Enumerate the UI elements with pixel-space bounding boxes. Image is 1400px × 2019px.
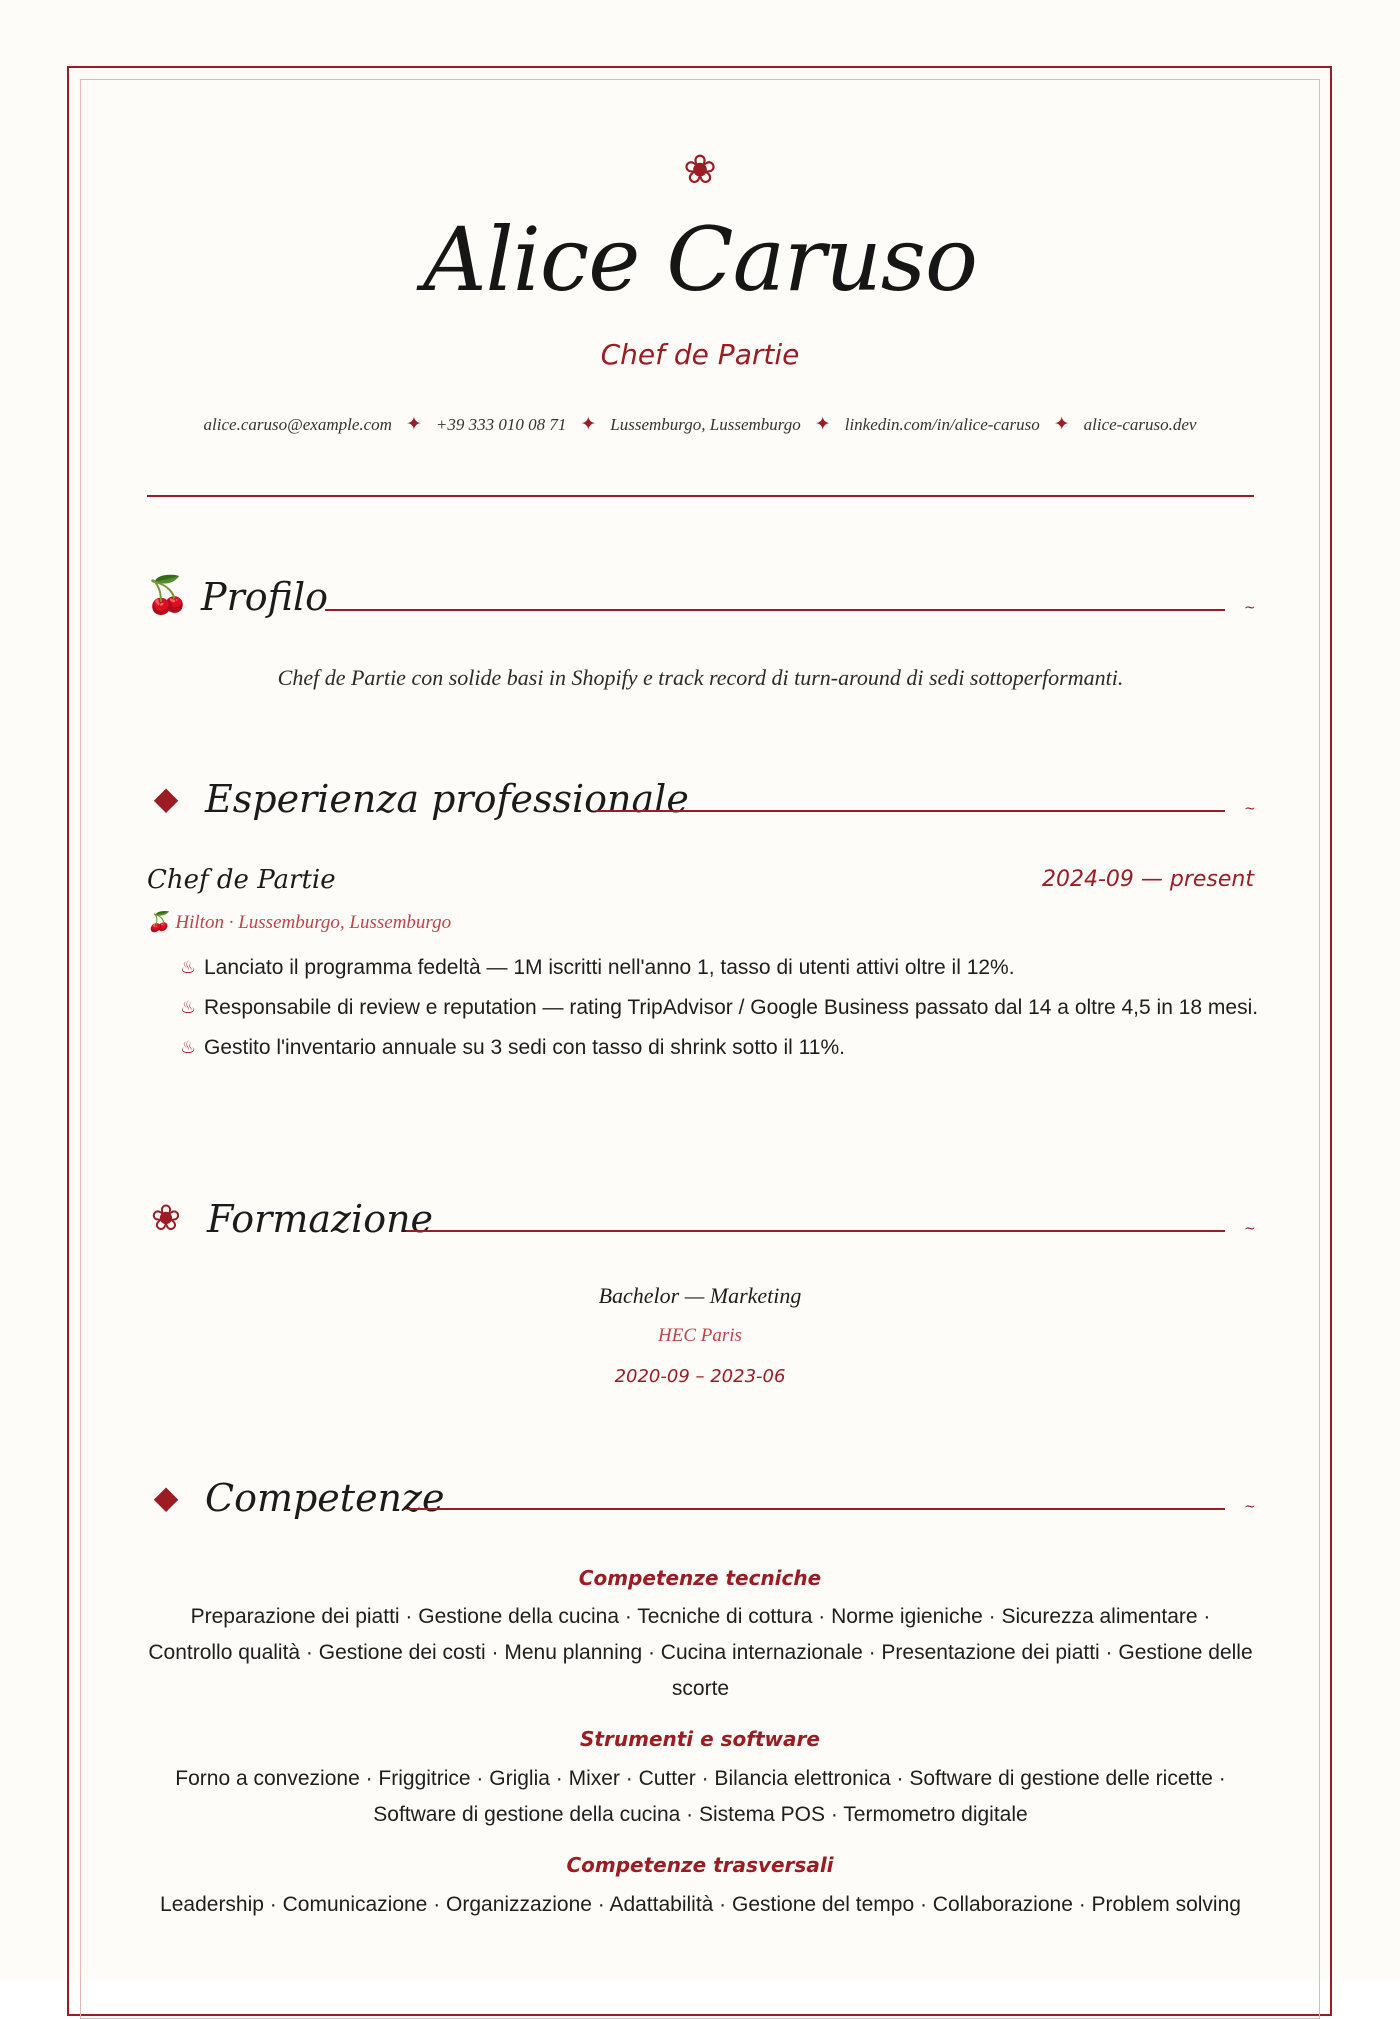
separator-icon: ✦ <box>1053 414 1070 435</box>
header-divider <box>147 495 1254 497</box>
contact-location: Lussemburgo, Lussemburgo <box>610 415 801 434</box>
job-company: 🍒 Hilton · Lussemburgo, Lussemburgo <box>147 912 452 933</box>
skills-list-soft: Leadership · Comunicazione · Organizzazione · Adattabilità · Gestione del tempo · Collaborazione · Problem solving <box>160 1893 1241 1916</box>
skills-list-tools: Forno a convezione · Friggitrice · Griglia · Mixer · Cutter · Bilancia elettronica · Software di gestione delle ricette · Software di gestione della cucina · Sistema POS · Termometro digitale <box>175 1767 1226 1826</box>
divider-ornament: ~ <box>1244 801 1256 817</box>
section-divider <box>408 1508 1225 1510</box>
skills-category-technical: Competenze tecniche <box>578 1566 822 1590</box>
diamond-icon: ◆ <box>153 779 179 817</box>
skills-category-soft: Competenze trasversali <box>566 1853 834 1877</box>
separator-icon: ✦ <box>405 414 422 435</box>
section-title-skills: Competenze <box>205 1476 445 1520</box>
candidate-name: Alice Caruso <box>423 208 977 311</box>
education-degree: Bachelor — Marketing <box>598 1283 802 1308</box>
section-title-profile: Profilo <box>201 575 328 619</box>
flame-icon: ♨ <box>180 1037 197 1057</box>
skills-list-technical: Preparazione dei piatti · Gestione della cucina · Tecniche di cottura · Norme igieniche · Sicurezza alimentare · Controllo qualità · Gestione dei costi · Menu planning · Cucina internazionale · Presentazione dei piatti · Gestione delle scorte <box>148 1605 1253 1700</box>
divider-ornament: ~ <box>1244 1499 1256 1515</box>
education-dates: 2020-09 – 2023-06 <box>614 1366 786 1387</box>
education-school: HEC Paris <box>658 1325 742 1346</box>
flame-icon: ♨ <box>180 957 197 977</box>
list-item <box>180 990 1260 1025</box>
candidate-role: Chef de Partie <box>600 338 800 371</box>
section-divider <box>325 609 1225 611</box>
skills-category-tools: Strumenti e software <box>580 1727 820 1751</box>
separator-icon: ✦ <box>580 414 597 435</box>
section-title-experience: Esperienza professionale <box>205 777 689 821</box>
section-divider <box>596 810 1225 812</box>
divider-ornament: ~ <box>1244 1221 1256 1237</box>
divider-ornament: ~ <box>1244 600 1256 616</box>
section-title-education: Formazione <box>207 1197 434 1241</box>
flame-icon: ♨ <box>180 997 197 1017</box>
job-bullets <box>180 950 1260 1070</box>
bullet-text: Gestito l'inventario annuale su 3 sedi con tasso di shrink sotto il 11%. <box>204 1036 845 1059</box>
contact-linkedin[interactable]: linkedin.com/in/alice-caruso <box>844 415 1040 434</box>
flower-icon: ❀ <box>683 147 717 193</box>
contact-email[interactable]: alice.caruso@example.com <box>203 415 392 434</box>
section-divider <box>406 1230 1225 1232</box>
contact-line <box>100 412 1300 438</box>
separator-icon: ✦ <box>814 414 831 435</box>
contact-website[interactable]: alice-caruso.dev <box>1083 415 1197 434</box>
bullet-text: Responsabile di review e reputation — rating TripAdvisor / Google Business passato dal 14 a oltre 4,5 in 18 mesi. <box>204 996 1259 1019</box>
flower-icon: ❀ <box>150 1198 182 1239</box>
bullet-text: Lanciato il programma fedeltà — 1M iscritti nell'anno 1, tasso di utenti attivi oltre il 12%. <box>204 956 1015 979</box>
diamond-icon: ◆ <box>153 1478 179 1516</box>
contact-phone[interactable]: +39 333 010 08 71 <box>435 415 567 434</box>
list-item <box>180 1030 1260 1065</box>
job-dates: 2024-09 — present <box>1041 867 1254 892</box>
list-item <box>180 950 1260 985</box>
cherry-icon: 🍒 <box>145 575 190 616</box>
profile-summary: Chef de Partie con solide basi in Shopify e track record di turn-around di sedi sottoperformanti. <box>277 665 1124 690</box>
job-title: Chef de Partie <box>147 865 336 895</box>
